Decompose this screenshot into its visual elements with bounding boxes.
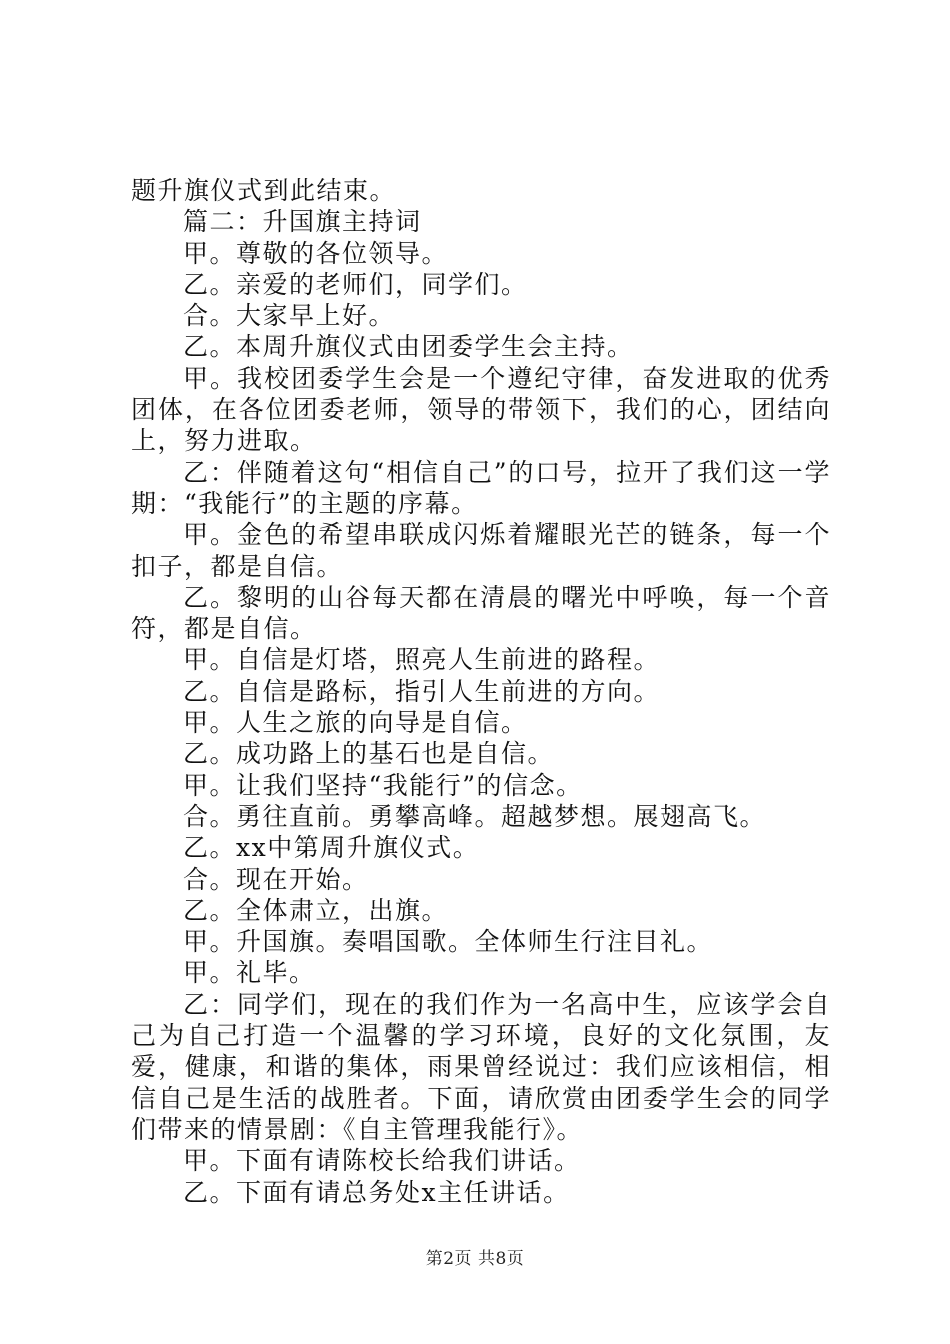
paragraph: 甲。人生之旅的向导是自信。 [183, 708, 528, 738]
page-footer: 第2页 共8页 [425, 1249, 525, 1269]
paragraph: 乙。全体肃立，出旗。 [183, 895, 449, 925]
paragraph: 乙。xx中第周升旗仪式。 [183, 833, 480, 863]
paragraph: 乙。黎明的山谷每天都在清晨的曙光中呼唤，每一个音符，都是自信。 [131, 582, 831, 644]
paragraph: 合。大家早上好。 [183, 301, 396, 331]
paragraph: 甲。下面有请陈校长给我们讲话。 [183, 1146, 581, 1176]
paragraph: 题升旗仪式到此结束。 [131, 176, 397, 205]
paragraph: 甲。礼毕。 [183, 958, 316, 988]
paragraph: 篇二：升国旗主持词 [183, 207, 422, 237]
paragraph: 乙。下面有请总务处x主任讲话。 [183, 1177, 570, 1207]
paragraph: 甲。让我们坚持“我能行”的信念。 [183, 770, 583, 800]
paragraph: 甲。升国旗。奏唱国歌。全体师生行注目礼。 [183, 927, 714, 957]
paragraph: 甲。自信是灯塔，照亮人生前进的路程。 [183, 645, 661, 675]
paragraph: 乙：伴随着这句“相信自己”的口号，拉开了我们这一学期：“我能行”的主题的序幕。 [131, 457, 831, 518]
paragraph: 乙：同学们，现在的我们作为一名高中生，应该学会自己为自己打造一个温馨的学习环境，良好的文化氛围，友爱，健康，和谐的集体，雨果曾经说过：我们应该相信，相信自己是生活的战胜者。下面，请欣赏由团委学生会的同学们带来的情景剧：《自主管理我能行》。 [131, 989, 831, 1144]
paragraph: 合。勇往直前。勇攀高峰。超越梦想。展翅高飞。 [183, 801, 767, 831]
paragraph: 甲。金色的希望串联成闪烁着耀眼光芒的链条，每一个扣子，都是自信。 [131, 520, 831, 581]
paragraph: 乙。本周升旗仪式由团委学生会主持。 [183, 332, 634, 362]
paragraph: 乙。亲爱的老师们，同学们。 [183, 269, 528, 299]
document-body [131, 175, 831, 1208]
paragraph: 甲。我校团委学生会是一个遵纪守律，奋发进取的优秀团体，在各位团委老师，领导的带领下，我们的心，团结向上，努力进取。 [131, 363, 831, 456]
paragraph: 合。现在开始。 [183, 864, 369, 894]
paragraph: 乙。自信是路标，指引人生前进的方向。 [183, 676, 661, 706]
paragraph: 乙。成功路上的基石也是自信。 [183, 739, 555, 769]
paragraph: 甲。尊敬的各位领导。 [183, 238, 449, 268]
